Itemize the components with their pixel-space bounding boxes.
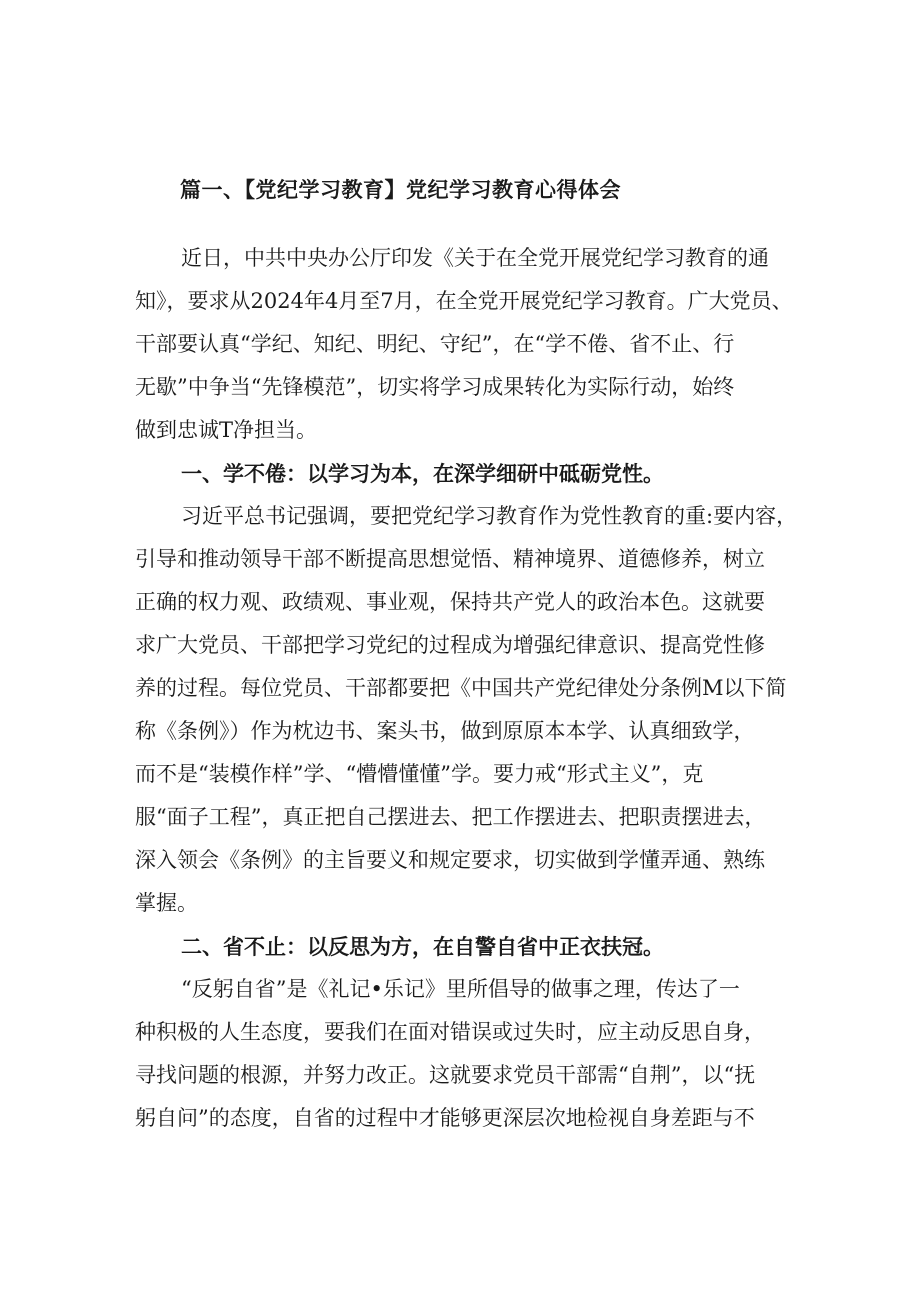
section-heading-2: 二、省不止：以反思为方，在自警自省中正衣扶冠。 (181, 934, 664, 959)
paragraph-line: 引导和推动领导干部不断提高思想觉悟、精神境界、道德修养，树立 (135, 547, 765, 571)
paragraph-line: 干部要认真“学纪、知纪、明纪、守纪”，在“学不倦、省不止、行 (135, 332, 735, 356)
paragraph-line: “反躬自省”是《礼记•乐记》里所倡导的做事之理，传达了一 (181, 977, 740, 1001)
paragraph-line: 掌握。 (135, 891, 198, 915)
paragraph-line: 称《条例》）作为枕边书、案头书，做到原原本本学、认真细致学， (135, 719, 755, 743)
document-title: 篇一、【党纪学习教育】党纪学习教育心得体会 (180, 177, 621, 202)
paragraph-line: 养的过程。每位党员、干部都要把《中国共产党纪律处分条例M以下简 (135, 676, 787, 700)
paragraph-line: 做到忠诚T净担当。 (135, 418, 318, 442)
paragraph-line: 深入领会《条例》的主旨要义和规定要求，切实做到学懂弄通、熟练 (135, 848, 765, 872)
paragraph-line: 种积极的人生态度，要我们在面对错误或过失时，应主动反思自身， (135, 1020, 765, 1044)
paragraph-line: 近日，中共中央办公厅印发《关于在全党开展党纪学习教育的通 (181, 246, 769, 270)
paragraph-line: 求广大党员、干部把学习党纪的过程成为增强纪律意识、提高党性修 (135, 633, 765, 657)
paragraph-line: 服“面子工程”，真正把自己摆进去、把工作摆进去、把职责摆进去， (135, 805, 766, 829)
paragraph-line: 知》，要求从2024年4月至7月，在全党开展党纪学习教育。广大党员、 (135, 289, 793, 313)
paragraph-line: 无歇”中争当“先锋模范”，切实将学习成果转化为实际行动，始终 (135, 375, 735, 399)
paragraph-line: 而不是“装模作样”学、“懵懵懂懂”学。要力戒“形式主义”，克 (135, 762, 704, 786)
section-heading-1: 一、学不倦：以学习为本，在深学细研中砥砺党性。 (181, 461, 664, 486)
paragraph-line: 躬自问”的态度，自省的过程中才能够更深层次地检视自身差距与不 (135, 1106, 755, 1130)
paragraph-line: 正确的权力观、政绩观、事业观，保持共产党人的政治本色。这就要 (135, 590, 765, 614)
paragraph-line: 寻找问题的根源，并努力改正。这就要求党员干部需“自荆”，以“抚 (135, 1063, 756, 1087)
paragraph-line: 习近平总书记强调，要把党纪学习教育作为党性教育的重:要内容， (181, 504, 798, 528)
